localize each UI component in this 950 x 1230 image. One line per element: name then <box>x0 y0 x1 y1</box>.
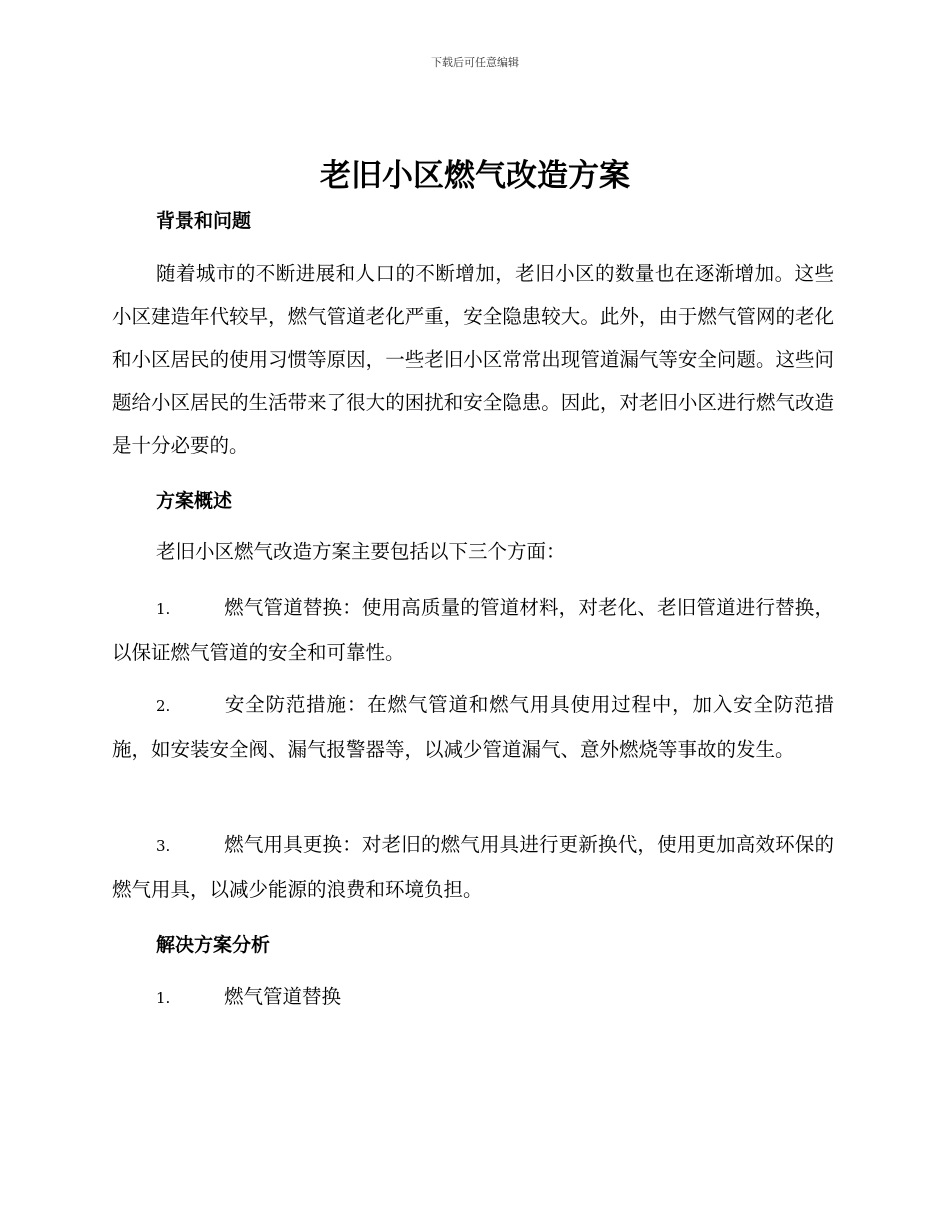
section-heading-background: 背景和问题 <box>156 210 252 232</box>
list-number: 1. <box>156 989 171 1007</box>
list-item-text: 燃气用具更换：对老旧的燃气用具进行更新换代，使用更加高效环保的燃气用具，以减少能源的浪费和环境负担。 <box>112 833 834 901</box>
overview-list-item <box>112 823 834 911</box>
overview-intro: 老旧小区燃气改造方案主要包括以下三个方面： <box>156 540 566 563</box>
list-number: 1. <box>156 600 171 618</box>
list-item-text: 燃气管道替换：使用高质量的管道材料，对老化、老旧管道进行替换，以保证燃气管道的安全和可靠性。 <box>112 596 834 664</box>
overview-list-item <box>112 586 834 674</box>
list-number: 3. <box>156 837 171 855</box>
header-note: 下载后可任意编辑 <box>431 56 519 69</box>
document-title: 老旧小区燃气改造方案 <box>320 158 630 194</box>
section-heading-analysis: 解决方案分析 <box>156 934 271 956</box>
list-item-text: 燃气管道替换 <box>224 985 342 1008</box>
background-paragraph: 随着城市的不断进展和人口的不断增加，老旧小区的数量也在逐渐增加。这些小区建造年代较早，燃气管道老化严重，安全隐患较大。此外，由于燃气管网的老化和小区居民的使用习惯等原因，一些老旧小区常常出现管道漏气等安全问题。这些问题给小区居民的生活带来了很大的困扰和安全隐患。因此，对老旧小区进行燃气改造是十分必要的。 <box>112 262 834 457</box>
list-number: 2. <box>156 697 171 715</box>
section-heading-overview: 方案概述 <box>156 490 233 512</box>
list-item-text: 安全防范措施：在燃气管道和燃气用具使用过程中，加入安全防范措施，如安装安全阀、漏气报警器等，以减少管道漏气、意外燃烧等事故的发生。 <box>112 693 834 761</box>
overview-list-item <box>112 683 834 771</box>
analysis-list-item <box>112 975 834 1020</box>
